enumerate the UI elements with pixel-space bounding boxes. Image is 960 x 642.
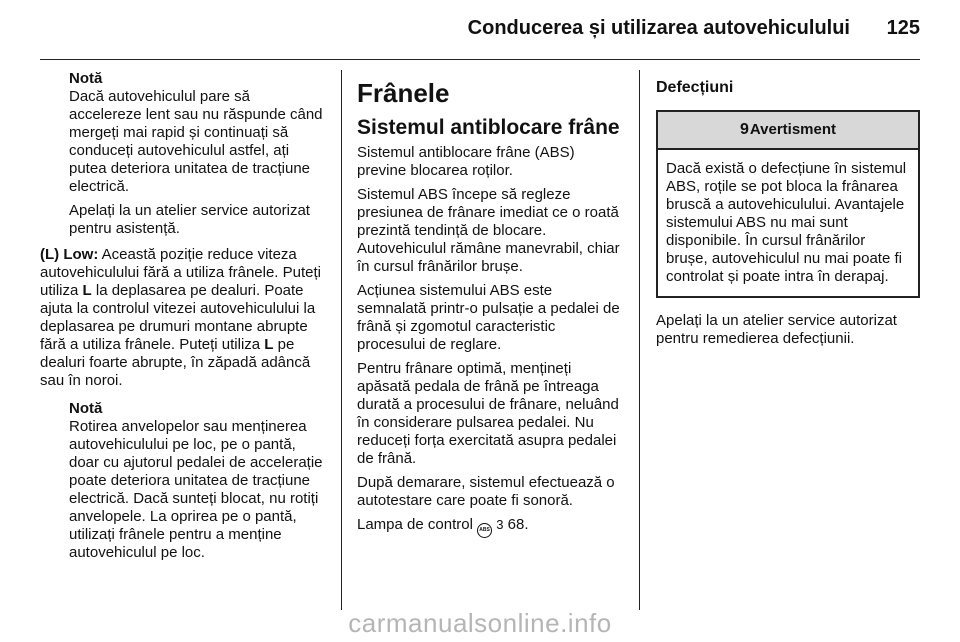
warning-body: Dacă există o defecțiune în sistemul ABS, roțile se pot bloca la frânarea bruscă a autovehiculului. Avantajele sistemului ABS nu mai sunt disponibile. În cursul frânărilor brușe, autovehiculul nu mai poate fi controlat și poate intra în derapaj.: [666, 160, 907, 285]
bold-run: L: [264, 336, 274, 353]
note-paragraph: Apelați la un atelier service autorizat pentru asistență.: [69, 202, 310, 237]
column-divider-1: [341, 70, 342, 610]
note-label: Notă: [69, 400, 103, 417]
column-right: [656, 70, 920, 354]
paragraph: Pentru frânare optimă, mențineți apăsată pedala de frână pe întreaga durată a procesului de frânare, neluând în considerare pulsarea pedalei. Nu reduceți forța exercitată asupra pedalei de frână.: [357, 360, 619, 467]
watermark: carmanualsonline.info: [348, 608, 612, 638]
warning-triangle-icon: 9: [739, 121, 749, 138]
text-run: Lampa de control: [357, 516, 478, 533]
column-left: [40, 70, 325, 562]
section-heading: Frânele: [357, 78, 450, 108]
warning-header: [658, 112, 918, 150]
bold-run: L: [82, 282, 92, 299]
paragraph: Sistemul ABS începe să regleze presiunea de frânare imediat ce o roată prezintă tendință de blocare. Autovehiculul rămâne manevrabil, chiar în cursul frânărilor brușe.: [357, 186, 620, 275]
paragraph: După demarare, sistemul efectuează o autotestare care poate fi sonoră.: [357, 474, 615, 509]
note-label: Notă: [69, 70, 103, 87]
paragraph: Sistemul antiblocare frâne (ABS) previne blocarea roților.: [357, 144, 575, 179]
page-number: 125: [886, 17, 920, 39]
text-run: Această poziție reduce viteza autovehiculului fără a utiliza frânele. Puteți utiliza: [40, 246, 322, 299]
section-heading: Defecțiuni: [656, 79, 734, 96]
warning-box: [656, 110, 920, 298]
note-paragraph: Rotirea anvelopelor sau menținerea autovehiculului pe loc, pe o pantă, doar cu ajutorul pedalei de accelerație poate deteriora unitatea de tracțiune electrică. Dacă sunteți blocat, nu rotiți anvelopele. La oprirea pe o pantă, utilizați frânele pentru a menține autovehiculul pe loc.: [69, 418, 323, 561]
abs-warning-lamp-icon: ABS: [477, 523, 492, 538]
paragraph: [357, 516, 620, 538]
running-title: Conducerea și utilizarea autovehiculului: [467, 17, 850, 39]
note-paragraph: Dacă autovehiculul pare să accelereze lent sau nu răspunde când mergeți mai rapid și continuați să conduceți autovehiculul astfel, ați putea deteriora unitatea de tracțiune electrică.: [69, 88, 323, 195]
header-divider: [40, 59, 920, 60]
text-run: la deplasarea pe dealuri. Poate ajuta la controlul vitezei autovehiculului la deplasarea pe drumuri montane abrupte fără a utiliza frânele. Puteți utiliza: [40, 282, 316, 353]
paragraph: Acțiunea sistemului ABS este semnalată printr-o pulsație a pedalei de frână și zgomotul caracteristic procesului de reglare.: [357, 282, 620, 353]
note-box-1: [40, 70, 325, 238]
page-reference: 68.: [503, 516, 529, 533]
low-gear-label: (L) Low:: [40, 246, 99, 263]
paragraph: Apelați la un atelier service autorizat pentru remedierea defecțiunii.: [656, 312, 897, 347]
low-gear-paragraph: [40, 246, 325, 390]
warning-title: Avertisment: [749, 121, 837, 138]
column-divider-2: [639, 70, 640, 610]
column-middle: [357, 70, 620, 544]
note-box-2: [40, 400, 325, 562]
page-reference-arrow-icon: 3: [496, 517, 504, 532]
text-run: pe dealuri foarte abrupte, în zăpadă adâncă sau în noroi.: [40, 336, 311, 389]
page-header: [0, 0, 960, 60]
subsection-heading: Sistemul antiblocare frâne: [357, 116, 620, 139]
